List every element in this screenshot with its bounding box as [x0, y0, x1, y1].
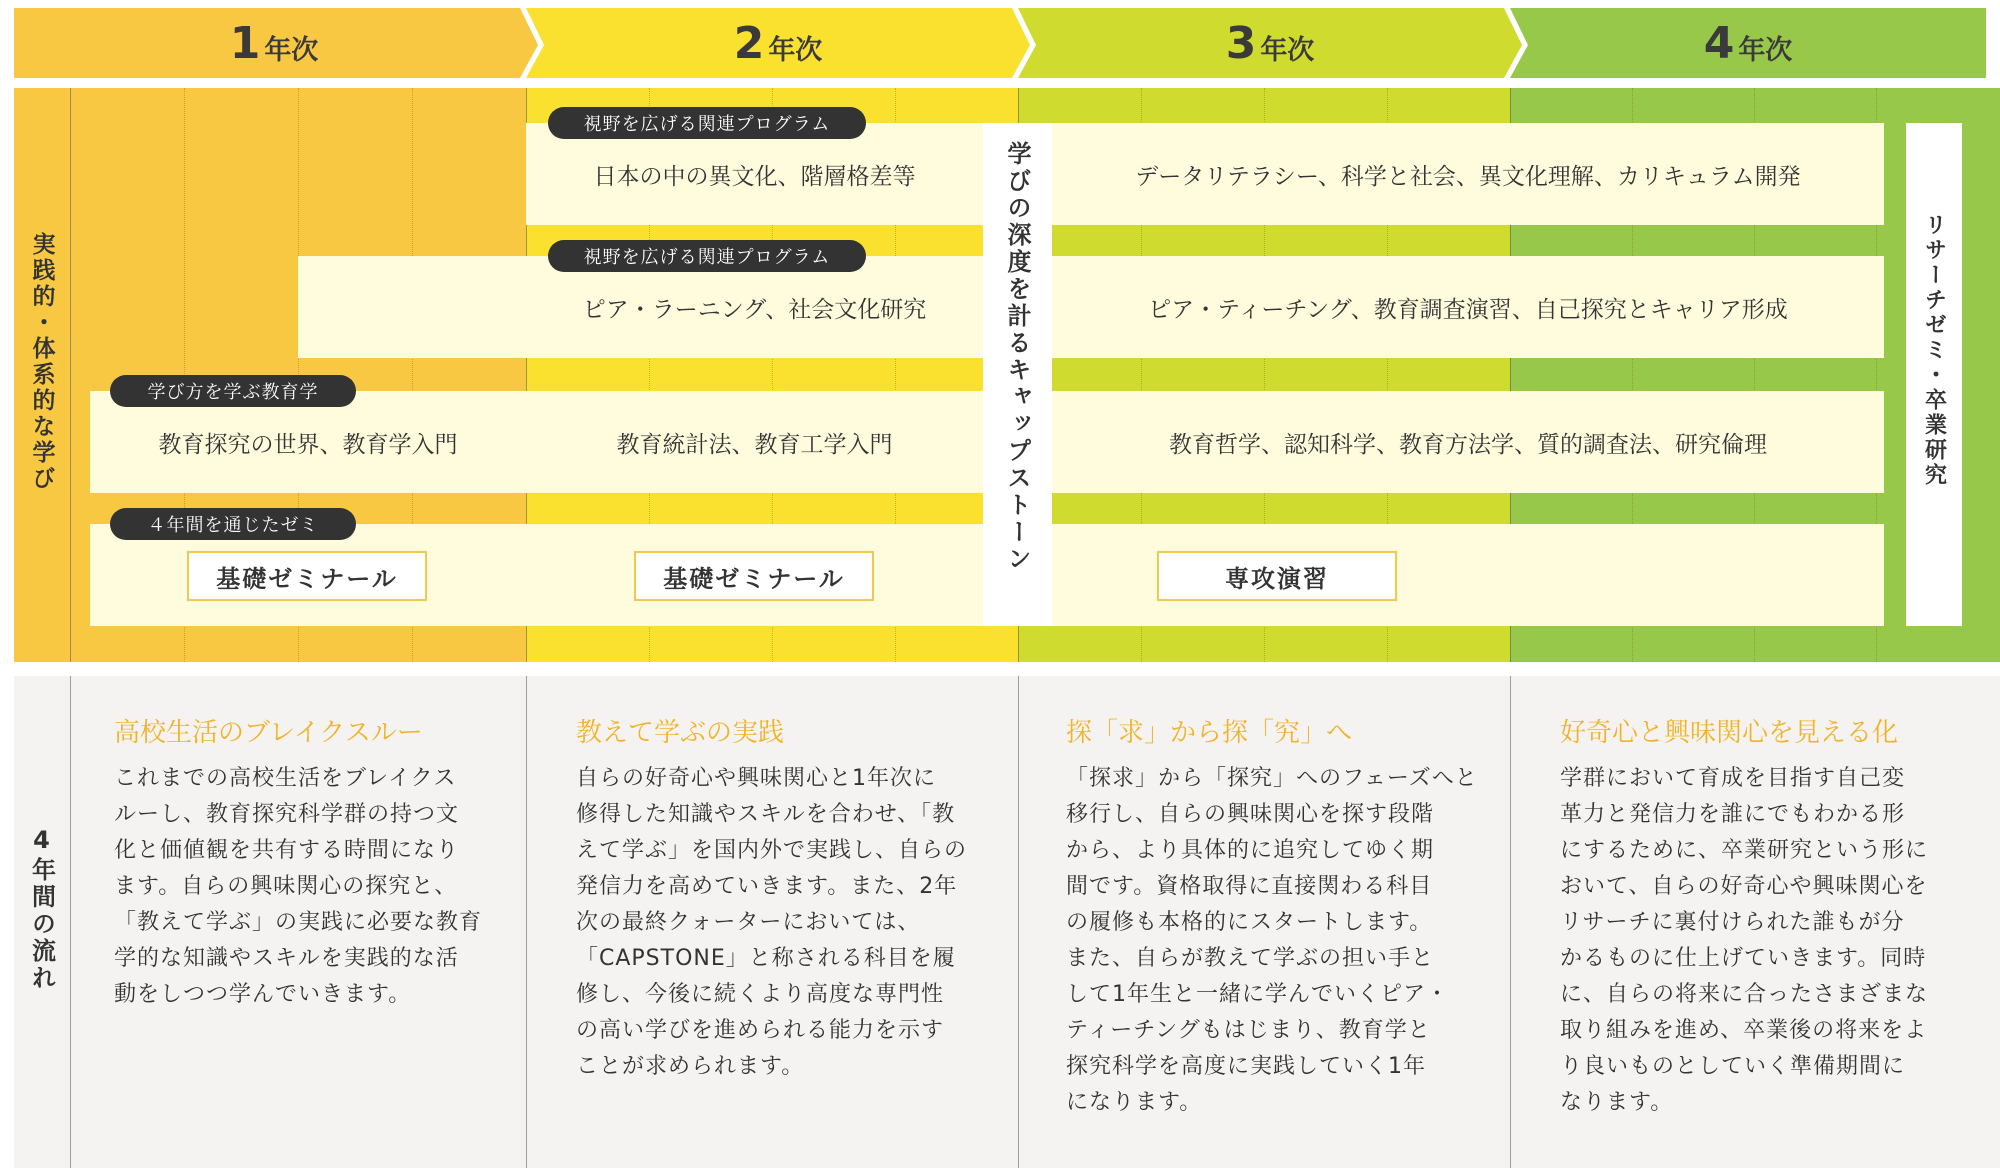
flow-line: おいて、自らの好奇心や興味関心を [1560, 874, 1928, 899]
flow-year4 [1560, 712, 1990, 1121]
course-text: 教育探究の世界、教育学入門 [158, 431, 458, 458]
grid-line [1018, 676, 1019, 1168]
course-box-y1-row2 [298, 256, 526, 358]
flow-line: から、より具体的に追究してゆく期 [1066, 838, 1435, 863]
capstone-text: 学びの深度を計るキャップストーン [1003, 141, 1031, 573]
course-box-y2-row3 [526, 391, 983, 493]
year-suffix: 年次 [1260, 34, 1315, 66]
grid-line [1510, 676, 1511, 1168]
tag-related-program: 視野を広げる関連プログラム [548, 107, 866, 139]
seminar-y3: 専攻演習 [1157, 551, 1397, 601]
year-suffix: 年次 [264, 34, 319, 66]
flow-line: り良いものとしていく準備期間に [1560, 1054, 1906, 1079]
year-number: 1 [229, 17, 261, 69]
flow-line: 修得した知識やスキルを合わせ、「教 [576, 802, 956, 827]
tag-related-program: 視野を広げる関連プログラム [548, 240, 866, 272]
course-text: ピア・ティーチング、教育調査演習、自己探究とキャリア形成 [1148, 296, 1788, 323]
flow-line: 学的な知識やスキルを実践的な活 [114, 946, 459, 971]
flow-line: 取り組みを進め、卒業後の将来をよ [1560, 1018, 1928, 1043]
year-number: 3 [1225, 17, 1257, 69]
year2-heading [526, 8, 1030, 78]
flow-line: 「探求」から「探究」へのフェーズへと [1066, 766, 1478, 791]
course-box-y34-row1 [1052, 123, 1884, 225]
flow-body [114, 761, 514, 1013]
flow-year2 [576, 712, 1006, 1085]
flow-year1 [114, 712, 514, 1013]
flow-line: になります。 [1066, 1090, 1203, 1115]
flow-line: 自らの好奇心や興味関心と1年次に [576, 766, 936, 791]
flow-line: えて学ぶ」を国内外で実践し、自らの [576, 838, 968, 863]
year-number: 2 [733, 17, 765, 69]
flow-line: また、自らが教えて学ぶの担い手と [1066, 946, 1435, 971]
flow-line: 移行し、自らの興味関心を探す段階 [1066, 802, 1435, 827]
flow-line: 発信力を高めていきます。また、2年 [576, 874, 958, 899]
flow-line: 動をしつつ学んでいきます。 [114, 982, 412, 1007]
year4-heading [1510, 8, 1986, 78]
research-text: リサーチゼミ・卒業研究 [1921, 213, 1947, 488]
flow-title: 教えて学ぶの実践 [576, 718, 785, 748]
flow-line: ティーチングもはじまり、教育学と [1066, 1018, 1431, 1043]
grid-line [70, 676, 71, 1168]
course-box-y34-row3 [1052, 391, 1884, 493]
flow-line: かるものに仕上げていきます。同時 [1560, 946, 1927, 971]
flow-body [1560, 761, 1990, 1121]
course-text: 教育哲学、認知科学、教育方法学、質的調査法、研究倫理 [1169, 431, 1767, 458]
year-number: 4 [1703, 17, 1735, 69]
flow-line: にするために、卒業研究という形に [1560, 838, 1929, 863]
year-suffix: 年次 [1738, 34, 1793, 66]
flow-line: ルーし、教育探究科学群の持つ文 [114, 802, 460, 827]
course-text: 教育統計法、教育工学入門 [616, 431, 893, 458]
flow-body [576, 761, 1006, 1085]
flow-line: リサーチに裏付けられた誰もが分 [1560, 910, 1905, 935]
row-label-flow: 4年間の流れ [27, 826, 56, 992]
flow-line: 「CAPSTONE」と称される科目を履 [576, 946, 956, 971]
flow-title: 高校生活のブレイクスルー [114, 718, 423, 748]
tag-four-year-seminar: ４年間を通じたゼミ [110, 508, 356, 540]
row-label-practical: 実践的・体系的な学び [28, 232, 55, 492]
flow-line: なります。 [1560, 1090, 1674, 1115]
grid-line [70, 88, 71, 662]
flow-line: これまでの高校生活をブレイクス [114, 766, 457, 791]
flow-year3 [1066, 712, 1496, 1121]
year1-heading [14, 8, 534, 78]
course-text: データリテラシー、科学と社会、異文化理解、カリキュラム開発 [1135, 163, 1801, 190]
research-box [1906, 123, 1962, 626]
flow-title: 好奇心と興味関心を見える化 [1560, 718, 1899, 748]
course-text: ピア・ラーニング、社会文化研究 [582, 296, 927, 323]
year-suffix: 年次 [768, 34, 823, 66]
flow-line: ことが求められます。 [576, 1054, 805, 1079]
flow-line: 修し、今後に続くより高度な専門性 [576, 982, 945, 1007]
flow-line: 次の最終クォーターにおいては、 [576, 910, 921, 935]
grid-line [526, 676, 527, 1168]
course-box-y34-row2 [1052, 256, 1884, 358]
flow-line: 革力と発信力を誰にでもわかる形 [1560, 802, 1906, 827]
year3-heading [1018, 8, 1522, 78]
seminar-y2: 基礎ゼミナール [634, 551, 874, 601]
flow-line: 学群において育成を目指す自己変 [1560, 766, 1906, 791]
flow-line: 間です。資格取得に直接関わる科目 [1066, 874, 1433, 899]
tag-learn-to-learn: 学び方を学ぶ教育学 [110, 375, 356, 407]
flow-line: ます。自らの興味関心の探究と、 [114, 874, 458, 899]
flow-body [1066, 761, 1496, 1121]
flow-line: 探究科学を高度に実践していく1年 [1066, 1054, 1426, 1079]
flow-title: 探「求」から探「究」へ [1066, 718, 1353, 748]
course-text: 日本の中の異文化、階層格差等 [593, 163, 916, 190]
flow-line: に、自らの将来に合ったさまざまな [1560, 982, 1929, 1007]
flow-line: の履修も本格的にスタートします。 [1066, 910, 1433, 935]
flow-line: の高い学びを進められる能力を示す [576, 1018, 945, 1043]
capstone-box [983, 123, 1052, 626]
flow-line: 化と価値観を共有する時間になり [114, 838, 460, 863]
seminar-y1: 基礎ゼミナール [187, 551, 427, 601]
flow-line: して1年生と一緒に学んでいくピア・ [1066, 982, 1449, 1007]
flow-line: 「教えて学ぶ」の実践に必要な教育 [114, 910, 483, 935]
